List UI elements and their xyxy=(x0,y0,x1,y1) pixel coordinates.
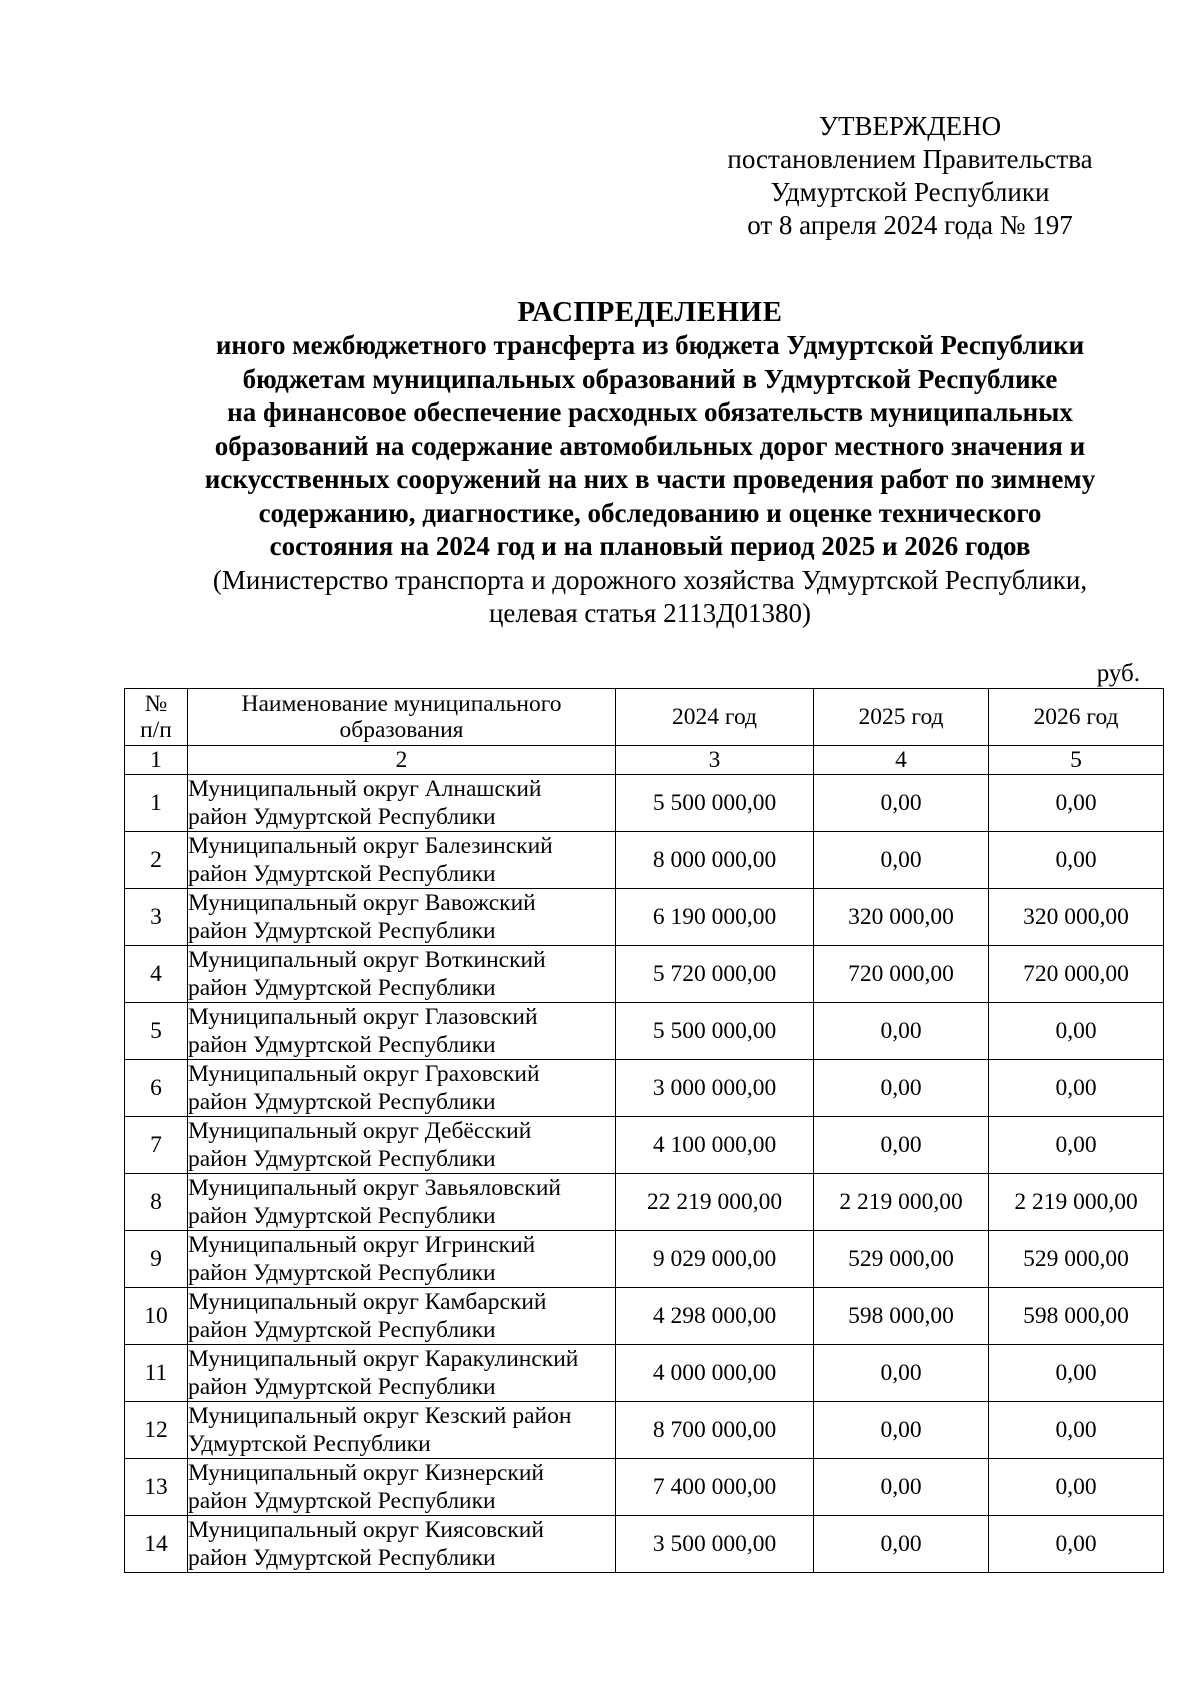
amount-2025: 320 000,00 xyxy=(814,889,989,946)
municipality-name xyxy=(188,889,616,946)
header-2024: 2024 год xyxy=(616,689,814,746)
municipality-name xyxy=(188,1288,616,1345)
amount-2024: 8 700 000,00 xyxy=(616,1402,814,1459)
amount-2026: 0,00 xyxy=(989,1345,1164,1402)
column-number: 2 xyxy=(188,746,616,775)
row-number: 12 xyxy=(125,1402,188,1459)
municipality-name-line: Муниципальный округ Игринский xyxy=(188,1232,536,1258)
municipality-name-line: район Удмуртской Республики xyxy=(188,1089,496,1115)
row-number: 5 xyxy=(125,1003,188,1060)
municipality-name-line: район Удмуртской Республики xyxy=(188,1203,496,1229)
table-row xyxy=(125,1345,1164,1402)
column-number: 4 xyxy=(814,746,989,775)
amount-2024: 22 219 000,00 xyxy=(616,1174,814,1231)
amount-2026: 0,00 xyxy=(989,1003,1164,1060)
subtitle-line: бюджетам муниципальных образований в Удмуртской Республике xyxy=(242,363,1058,394)
amount-2026: 320 000,00 xyxy=(989,889,1164,946)
table-row xyxy=(125,1003,1164,1060)
municipality-name xyxy=(188,1003,616,1060)
municipality-name-line: Муниципальный округ Глазовский xyxy=(188,1004,538,1030)
approval-line: постановлением Правительства xyxy=(727,144,1093,174)
municipality-name xyxy=(188,1117,616,1174)
municipality-name-line: Муниципальный округ Граховский xyxy=(188,1061,540,1087)
municipality-name-line: район Удмуртской Республики xyxy=(188,1545,496,1571)
subtitle-line: на финансовое обеспечение расходных обязательств муниципальных xyxy=(227,397,1073,427)
municipality-name xyxy=(188,1060,616,1117)
row-number: 8 xyxy=(125,1174,188,1231)
amount-2025: 0,00 xyxy=(814,1402,989,1459)
header-municipality-line: Наименование муниципального xyxy=(241,691,562,717)
subtitle-line: содержанию, диагностике, обследованию и оценке технического xyxy=(258,497,1042,528)
amount-2024: 5 500 000,00 xyxy=(616,775,814,832)
municipality-name xyxy=(188,832,616,889)
municipality-name xyxy=(188,1174,616,1231)
header-number xyxy=(125,689,188,746)
table-row xyxy=(125,1288,1164,1345)
note-line: целевая статья 2113Д01380) xyxy=(488,597,812,628)
municipality-name-line: район Удмуртской Республики xyxy=(188,1374,496,1400)
municipality-name-line: район Удмуртской Республики xyxy=(188,804,496,830)
header-number-symbol: № xyxy=(144,691,168,717)
municipality-name-line: Удмуртской Республики xyxy=(188,1431,431,1457)
municipality-name-line: Муниципальный округ Киясовский xyxy=(188,1517,544,1543)
row-number: 2 xyxy=(125,832,188,889)
table-row xyxy=(125,775,1164,832)
row-number: 13 xyxy=(125,1459,188,1516)
amount-2024: 4 000 000,00 xyxy=(616,1345,814,1402)
amount-2026: 0,00 xyxy=(989,775,1164,832)
amount-2024: 5 500 000,00 xyxy=(616,1003,814,1060)
subtitle-line: искусственных сооружений на них в части проведения работ по зимнему xyxy=(204,464,1096,494)
municipality-name-line: район Удмуртской Республики xyxy=(188,1488,496,1514)
header-2025: 2025 год xyxy=(814,689,989,746)
row-number: 11 xyxy=(125,1345,188,1402)
amount-2024: 8 000 000,00 xyxy=(616,832,814,889)
table-header-row xyxy=(125,689,1164,746)
header-municipality xyxy=(188,689,616,746)
municipality-name-line: район Удмуртской Республики xyxy=(188,1146,496,1172)
amount-2026: 0,00 xyxy=(989,1060,1164,1117)
table-row xyxy=(125,1516,1164,1573)
municipality-name-line: район Удмуртской Республики xyxy=(188,861,496,887)
amount-2025: 720 000,00 xyxy=(814,946,989,1003)
title-subtitle xyxy=(150,329,1150,564)
municipality-name xyxy=(188,1516,616,1573)
municipality-name-line: район Удмуртской Республики xyxy=(188,1317,496,1343)
column-number: 5 xyxy=(989,746,1164,775)
header-municipality-line: образования xyxy=(339,717,464,743)
municipality-name xyxy=(188,1402,616,1459)
amount-2025: 0,00 xyxy=(814,1117,989,1174)
row-number: 10 xyxy=(125,1288,188,1345)
amount-2026: 720 000,00 xyxy=(989,946,1164,1003)
subtitle-line: образований на содержание автомобильных дорог местного значения и xyxy=(214,430,1086,461)
amount-2025: 0,00 xyxy=(814,1060,989,1117)
amount-2026: 598 000,00 xyxy=(989,1288,1164,1345)
amount-2024: 4 298 000,00 xyxy=(616,1288,814,1345)
column-number-row xyxy=(125,746,1164,775)
table-row xyxy=(125,1174,1164,1231)
municipality-name-line: район Удмуртской Республики xyxy=(188,1260,496,1286)
amount-2025: 0,00 xyxy=(814,775,989,832)
table-row xyxy=(125,946,1164,1003)
approval-date: от 8 апреля 2024 года № 197 xyxy=(747,210,1073,240)
header-number-abbr: п/п xyxy=(140,717,172,743)
amount-2026: 0,00 xyxy=(989,1402,1164,1459)
amount-2024: 4 100 000,00 xyxy=(616,1117,814,1174)
municipality-name-line: Муниципальный округ Воткинский xyxy=(188,947,546,973)
municipality-name-line: Муниципальный округ Дебёсский xyxy=(188,1118,532,1144)
amount-2025: 0,00 xyxy=(814,1003,989,1060)
amount-2024: 7 400 000,00 xyxy=(616,1459,814,1516)
municipality-name xyxy=(188,1345,616,1402)
amount-2026: 0,00 xyxy=(989,1117,1164,1174)
amount-2026: 0,00 xyxy=(989,1459,1164,1516)
municipality-name-line: Муниципальный округ Каракулинский xyxy=(188,1346,579,1372)
amount-2025: 529 000,00 xyxy=(814,1231,989,1288)
subtitle-line: иного межбюджетного трансферта из бюджета Удмуртской Республики xyxy=(215,330,1085,360)
header-2026: 2026 год xyxy=(989,689,1164,746)
municipality-name xyxy=(188,1459,616,1516)
row-number: 1 xyxy=(125,775,188,832)
currency-unit: руб. xyxy=(1096,660,1140,687)
table-row xyxy=(125,1060,1164,1117)
amount-2026: 529 000,00 xyxy=(989,1231,1164,1288)
amount-2025: 598 000,00 xyxy=(814,1288,989,1345)
row-number: 9 xyxy=(125,1231,188,1288)
column-number: 3 xyxy=(616,746,814,775)
amount-2025: 0,00 xyxy=(814,1516,989,1573)
municipality-name-line: Муниципальный округ Балезинский xyxy=(188,833,553,859)
table-row xyxy=(125,1231,1164,1288)
amount-2024: 6 190 000,00 xyxy=(616,889,814,946)
amount-2025: 0,00 xyxy=(814,832,989,889)
row-number: 6 xyxy=(125,1060,188,1117)
approval-heading: УТВЕРЖДЕНО xyxy=(818,111,1002,141)
note-line: (Министерство транспорта и дорожного хозяйства Удмуртской Республики, xyxy=(212,564,1088,595)
municipality-name-line: Муниципальный округ Вавожский xyxy=(188,890,536,916)
municipality-name-line: Муниципальный округ Кизнерский xyxy=(188,1460,544,1486)
amount-2024: 5 720 000,00 xyxy=(616,946,814,1003)
amount-2025: 0,00 xyxy=(814,1345,989,1402)
table-row xyxy=(125,1459,1164,1516)
title-note xyxy=(150,564,1150,630)
amount-2025: 0,00 xyxy=(814,1459,989,1516)
amount-2026: 0,00 xyxy=(989,832,1164,889)
municipality-name xyxy=(188,775,616,832)
row-number: 3 xyxy=(125,889,188,946)
amount-2026: 2 219 000,00 xyxy=(989,1174,1164,1231)
title-heading: РАСПРЕДЕЛЕНИЕ xyxy=(517,296,783,328)
subtitle-line: состояния на 2024 год и на плановый период 2025 и 2026 годов xyxy=(269,531,1031,561)
distribution-table xyxy=(124,688,1164,1573)
table-row xyxy=(125,1402,1164,1459)
amount-2024: 9 029 000,00 xyxy=(616,1231,814,1288)
column-number: 1 xyxy=(125,746,188,775)
amount-2025: 2 219 000,00 xyxy=(814,1174,989,1231)
amount-2024: 3 500 000,00 xyxy=(616,1516,814,1573)
row-number: 7 xyxy=(125,1117,188,1174)
municipality-name-line: район Удмуртской Республики xyxy=(188,918,496,944)
municipality-name-line: Муниципальный округ Алнашский xyxy=(188,776,542,802)
municipality-name xyxy=(188,946,616,1003)
amount-2026: 0,00 xyxy=(989,1516,1164,1573)
municipality-name-line: Муниципальный округ Кезский район xyxy=(188,1403,572,1429)
row-number: 14 xyxy=(125,1516,188,1573)
municipality-name-line: район Удмуртской Республики xyxy=(188,1032,496,1058)
municipality-name-line: Муниципальный округ Завьяловский xyxy=(188,1175,561,1201)
table-row xyxy=(125,832,1164,889)
municipality-name xyxy=(188,1231,616,1288)
municipality-name-line: Муниципальный округ Камбарский xyxy=(188,1289,547,1315)
amount-2024: 3 000 000,00 xyxy=(616,1060,814,1117)
document-title xyxy=(150,295,1150,630)
approval-line: Удмуртской Республики xyxy=(770,177,1050,207)
row-number: 4 xyxy=(125,946,188,1003)
municipality-name-line: район Удмуртской Республики xyxy=(188,975,496,1001)
table-row xyxy=(125,1117,1164,1174)
table-row xyxy=(125,889,1164,946)
approval-stamp xyxy=(700,110,1120,242)
